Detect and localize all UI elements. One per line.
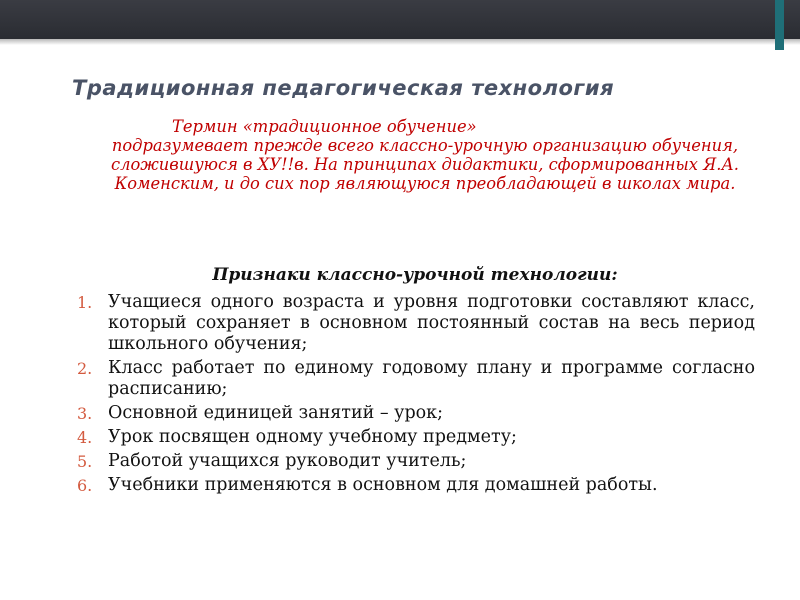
intro-body: подразумевает прежде всего классно-урочную организацию обучения, сложившуюся в XУ!!в. На принципах дидактики, сформированных Я.А. Коменским, и до сих пор являющуюся преобладающей в школах мира.	[111, 136, 739, 193]
list-item-text: Урок посвящен одному учебному предмету;	[108, 427, 517, 447]
list-item-text: Основной единицей занятий – урок;	[108, 403, 444, 423]
list-item	[75, 292, 755, 355]
list-item-number: 5.	[77, 452, 93, 471]
list-item-number: 4.	[77, 428, 93, 447]
intro-first-line: Термин «традиционное обучение»	[172, 117, 477, 136]
list-heading: Признаки классно-урочной технологии:	[212, 265, 618, 285]
header-bar-shadow	[0, 39, 800, 45]
list-item-text: Работой учащихся руководит учитель;	[108, 451, 467, 471]
list-item-number: 2.	[77, 359, 93, 378]
list-item-number: 3.	[77, 404, 93, 423]
header-bar	[0, 0, 800, 39]
list-item-text: Класс работает по единому годовому плану и программе согласно расписанию;	[108, 358, 755, 399]
list-item-text: Учащиеся одного возраста и уровня подготовки составляют класс, который сохраняет в основном постоянный состав на весь период школьного обучения;	[108, 292, 755, 354]
list-item-number: 6.	[77, 476, 93, 495]
list-item	[75, 475, 755, 496]
list-item-text: Учебники применяются в основном для домашней работы.	[108, 475, 658, 495]
list-item	[75, 427, 755, 448]
accent-strip	[775, 0, 784, 50]
intro-paragraph	[100, 117, 750, 193]
list-item	[75, 358, 755, 400]
list-item-number: 1.	[77, 293, 93, 312]
slide-title: Традиционная педагогическая технология	[72, 76, 615, 100]
list-item	[75, 451, 755, 472]
features-list	[75, 292, 755, 499]
list-item	[75, 403, 755, 424]
